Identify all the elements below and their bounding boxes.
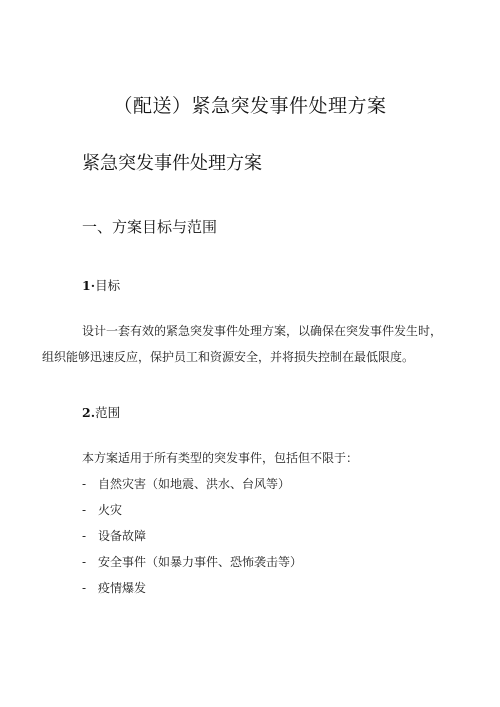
list-item-text: 安全事件（如暴力事件、恐怖袭击等） bbox=[98, 555, 303, 569]
list-bullet: - bbox=[82, 477, 87, 491]
list-item-text: 自然灾害（如地震、洪水、台风等） bbox=[98, 477, 291, 491]
list-item bbox=[82, 549, 302, 575]
list-item bbox=[82, 575, 302, 601]
section-heading-goals-scope: 一、方案目标与范围 bbox=[82, 218, 218, 236]
goal-paragraph-line-2: 组织能够迅速反应，保护员工和资源安全，并将损失控制在最低限度。 bbox=[42, 350, 415, 364]
document-title: （配送）紧急突发事件处理方案 bbox=[113, 95, 387, 117]
list-bullet: - bbox=[82, 503, 87, 517]
scope-list bbox=[82, 471, 302, 601]
list-item-text: 疫情爆发 bbox=[98, 581, 147, 595]
list-item-text: 设备故障 bbox=[98, 529, 147, 543]
list-item bbox=[82, 497, 302, 523]
scope-intro: 本方案适用于所有类型的突发事件，包括但不限于： bbox=[82, 451, 359, 465]
scope-heading-number: 2. bbox=[82, 405, 96, 420]
document-subtitle: 紧急突发事件处理方案 bbox=[82, 153, 262, 174]
list-bullet: - bbox=[82, 529, 87, 543]
goal-heading-number: 1· bbox=[82, 278, 96, 293]
list-item-text: 火灾 bbox=[98, 503, 123, 517]
list-bullet: - bbox=[82, 555, 87, 569]
list-item bbox=[82, 471, 302, 497]
scope-heading bbox=[82, 404, 120, 422]
goal-heading bbox=[82, 277, 120, 295]
goal-paragraph-line-1: 设计一套有效的紧急突发事件处理方案，以确保在突发事件发生时， bbox=[82, 324, 443, 338]
list-bullet: - bbox=[82, 581, 87, 595]
goal-heading-label: 目标 bbox=[95, 278, 121, 293]
list-item bbox=[82, 523, 302, 549]
scope-heading-label: 范围 bbox=[95, 405, 121, 420]
